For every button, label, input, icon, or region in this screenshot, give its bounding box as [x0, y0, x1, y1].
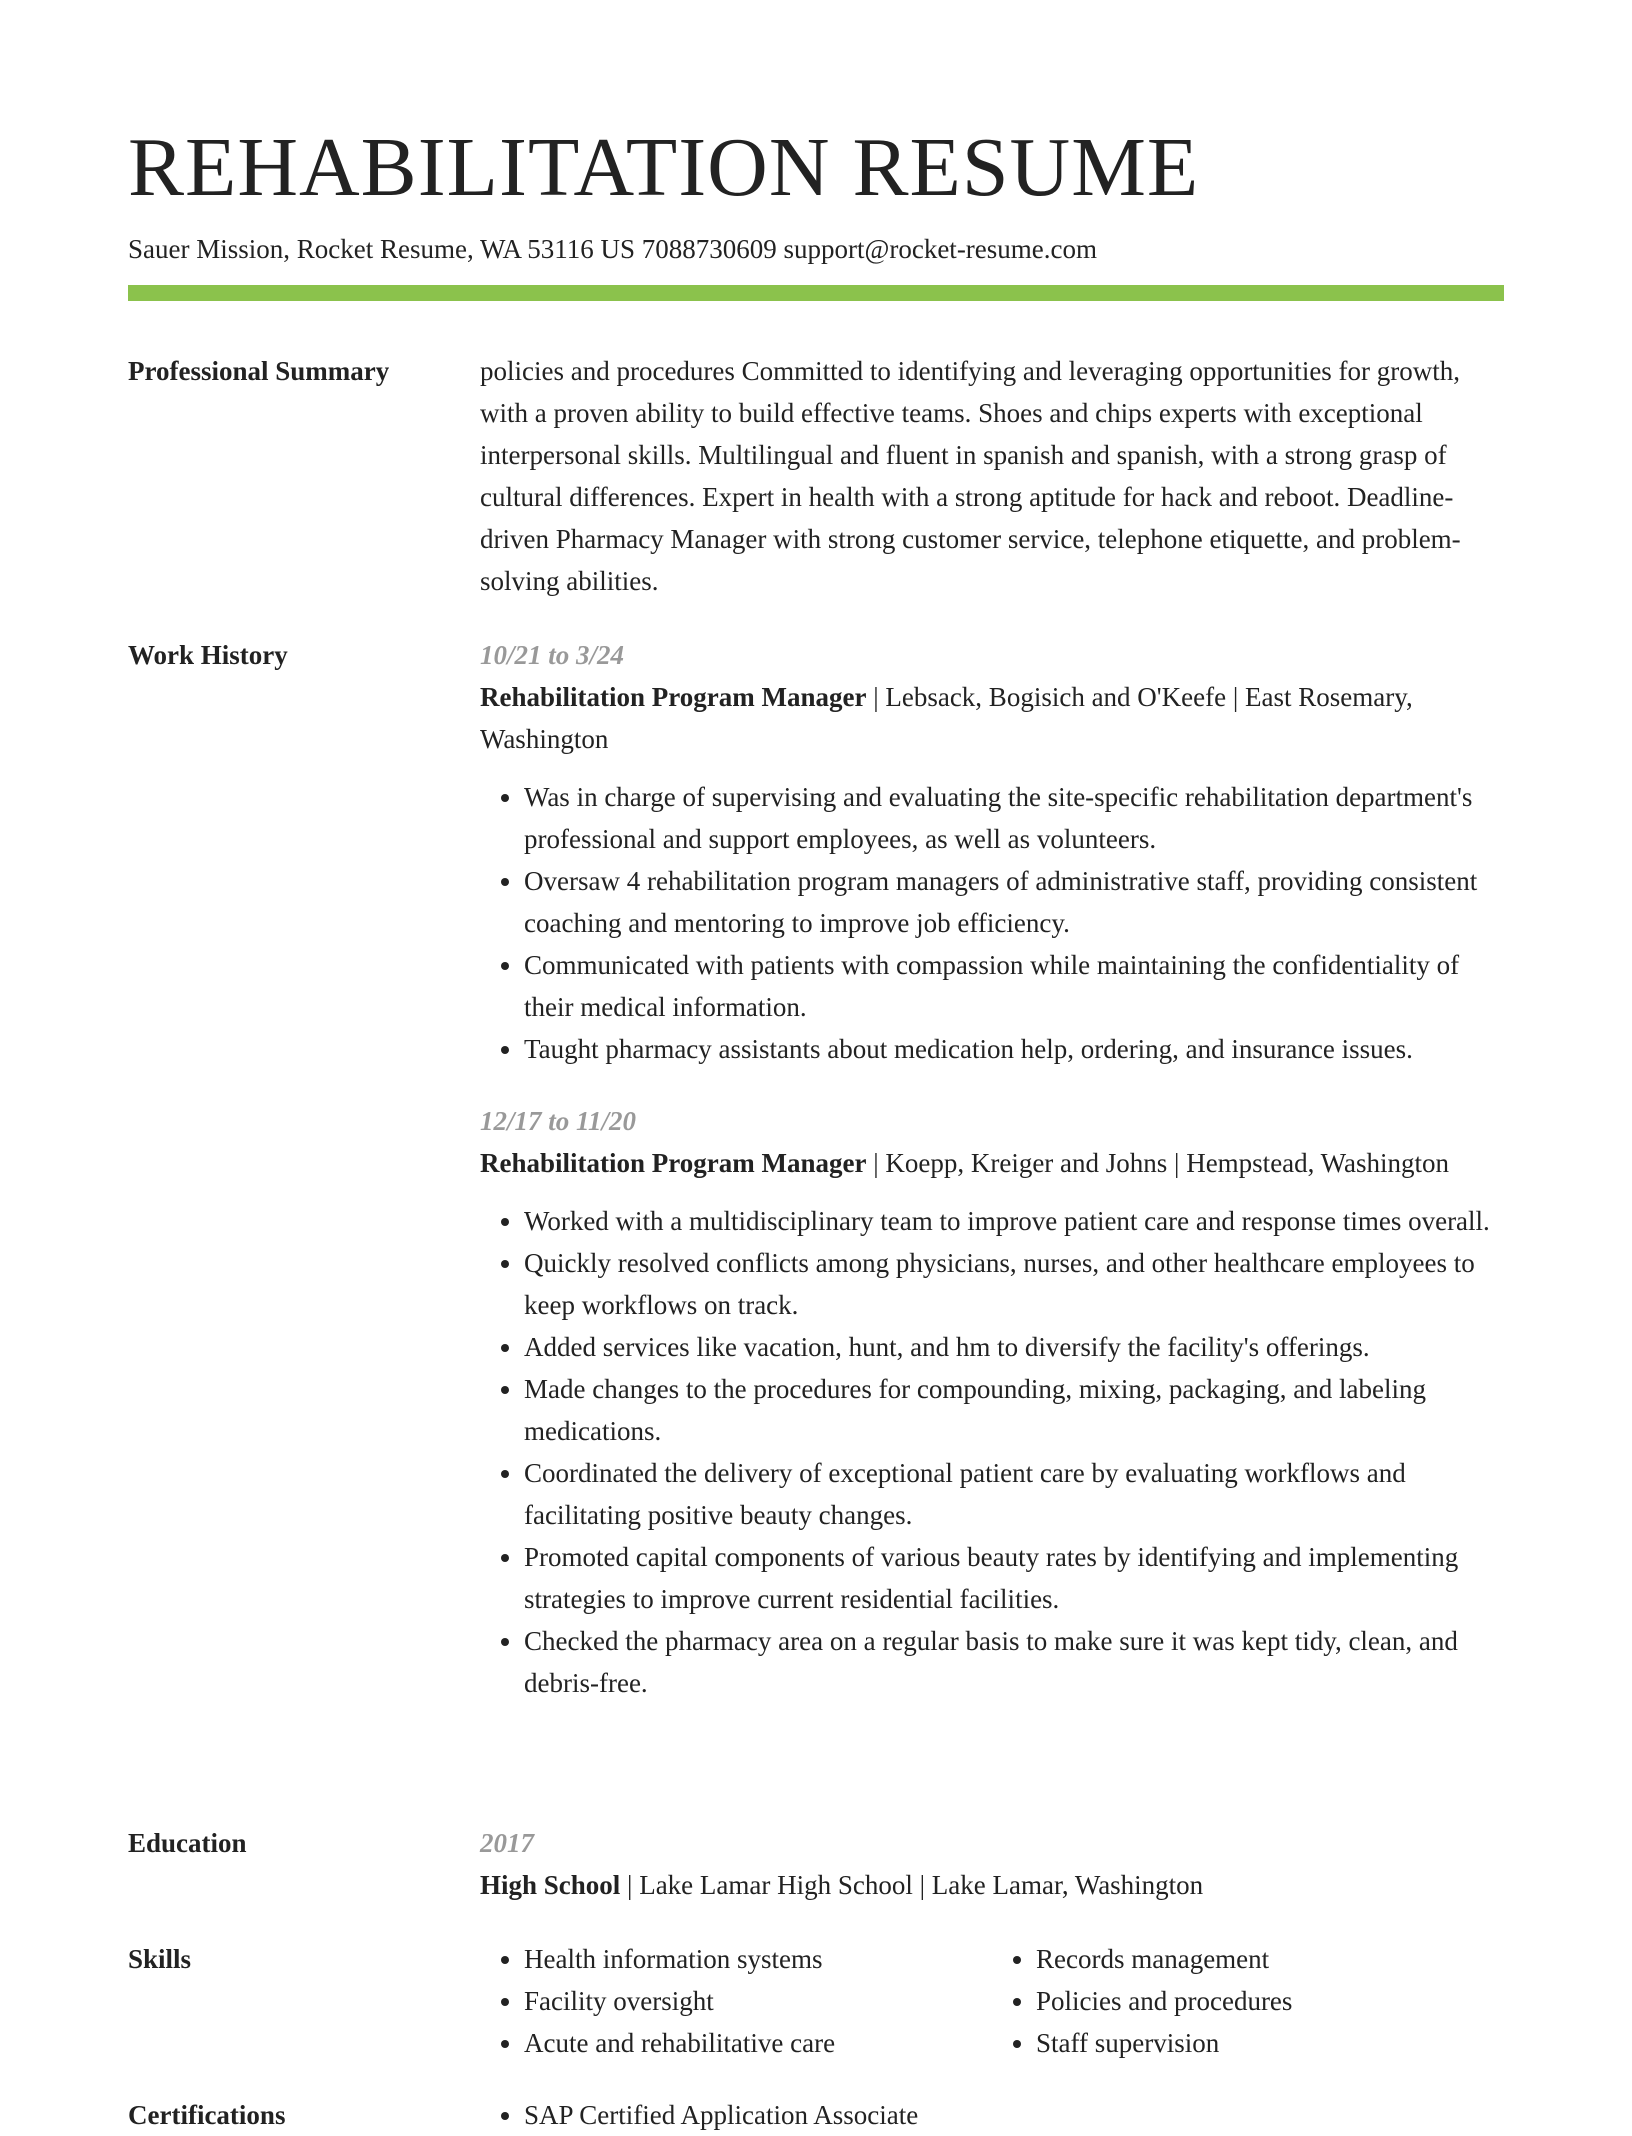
job-bullets [480, 1200, 1504, 1704]
section-label-certifications: Certifications [128, 2100, 286, 2130]
job-entry [480, 634, 1504, 1070]
job-details: | Koepp, Kreiger and Johns | Hempstead, Washington [866, 1148, 1449, 1178]
education-details: | Lake Lamar High School | Lake Lamar, Washington [620, 1870, 1204, 1900]
job-dates: 10/21 to 3/24 [480, 640, 625, 670]
skills-list-right [992, 1938, 1504, 2064]
skills-list-left [480, 1938, 992, 2064]
job-bullet: • Promoted capital components of various beauty rates by identifying and implementing strategies to improve current residential facilities. [524, 1536, 1504, 1620]
job-bullet: • Checked the pharmacy area on a regular basis to make sure it was kept tidy, clean, and debris-free. [524, 1620, 1504, 1704]
summary-text: policies and procedures Committed to identifying and leveraging opportunities for growth, with a proven ability to build effective teams. Shoes and chips experts with exceptional interpersonal skills. Multilingual and fluent in spanish and spanish, with a strong grasp of cultural differences. Expert in health with a strong aptitude for hack and reboot. Deadline-driven Pharmacy Manager with strong customer service, telephone etiquette, and problem-solving abilities. [480, 356, 1461, 596]
job-bullet: • Made changes to the procedures for compounding, mixing, packaging, and labeling medications. [524, 1368, 1504, 1452]
job-dates: 12/17 to 11/20 [480, 1106, 637, 1136]
job-bullet: • Taught pharmacy assistants about medication help, ordering, and insurance issues. [524, 1028, 1504, 1070]
job-bullet: • Was in charge of supervising and evaluating the site-specific rehabilitation department's professional and support employees, as well as volunteers. [524, 776, 1504, 860]
section-label-education: Education [128, 1828, 247, 1858]
skill-item: • Facility oversight [524, 1980, 992, 2022]
resume-title: REHABILITATION RESUME [128, 121, 1200, 214]
job-details: | Lebsack, Bogisich and O'Keefe | East Rosemary, Washington [480, 682, 1413, 754]
section-label-skills: Skills [128, 1944, 192, 1974]
job-title: Rehabilitation Program Manager [480, 682, 867, 712]
job-title: Rehabilitation Program Manager [480, 1148, 867, 1178]
skills-columns [480, 1938, 1504, 2064]
skill-item: • Records management [1036, 1938, 1504, 1980]
job-bullet: • Worked with a multidisciplinary team to improve patient care and response times overall. [524, 1200, 1504, 1242]
job-bullet: • Coordinated the delivery of exceptional patient care by evaluating workflows and facilitating positive beauty changes. [524, 1452, 1504, 1536]
certifications-list [480, 2094, 1504, 2136]
certification-item: • SAP Certified Application Associate [524, 2094, 1504, 2136]
section-label-work-history: Work History [128, 640, 288, 670]
job-bullet: • Quickly resolved conflicts among physicians, nurses, and other healthcare employees to keep workflows on track. [524, 1242, 1504, 1326]
education-degree: High School [480, 1870, 621, 1900]
job-bullet: • Oversaw 4 rehabilitation program managers of administrative staff, providing consistent coaching and mentoring to improve job efficiency. [524, 860, 1504, 944]
education-heading [480, 1864, 1504, 1906]
job-bullets [480, 776, 1504, 1070]
skill-item: • Health information systems [524, 1938, 992, 1980]
job-heading [480, 676, 1504, 760]
job-bullet: • Communicated with patients with compassion while maintaining the confidentiality of their medical information. [524, 944, 1504, 1028]
education-year: 2017 [480, 1828, 534, 1858]
accent-divider [128, 285, 1504, 301]
job-heading [480, 1142, 1504, 1184]
job-bullet: • Added services like vacation, hunt, and hm to diversify the facility's offerings. [524, 1326, 1504, 1368]
skill-item: • Staff supervision [1036, 2022, 1504, 2064]
job-entry [480, 1100, 1504, 1704]
contact-line: Sauer Mission, Rocket Resume, WA 53116 US 7088730609 support@rocket-resume.com [128, 234, 1098, 264]
section-label-summary: Professional Summary [128, 356, 390, 386]
skill-item: • Policies and procedures [1036, 1980, 1504, 2022]
skill-item: • Acute and rehabilitative care [524, 2022, 992, 2064]
